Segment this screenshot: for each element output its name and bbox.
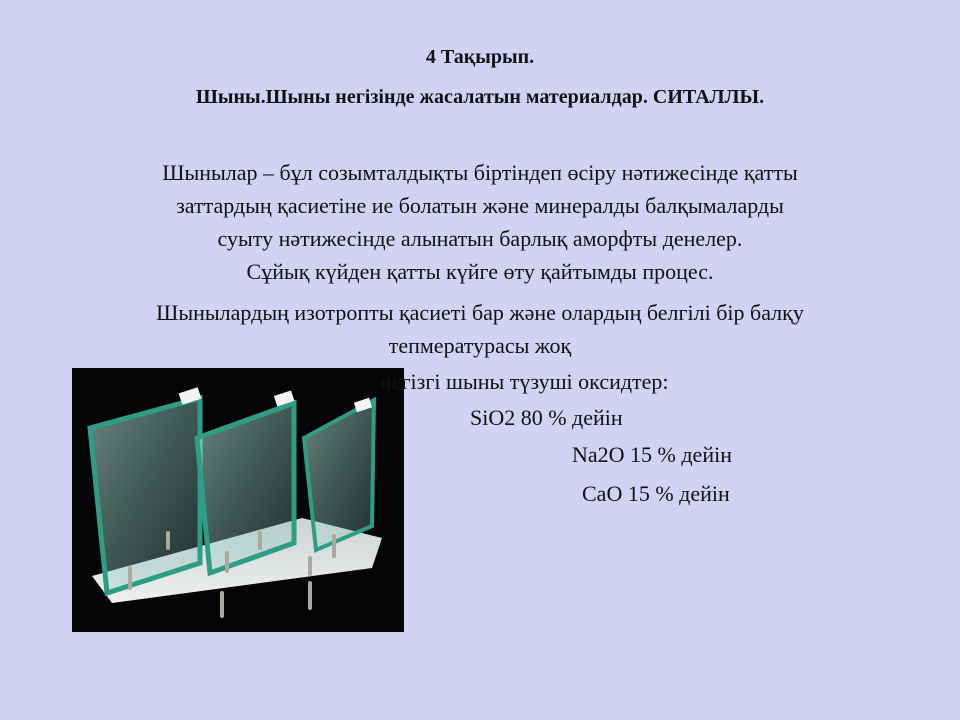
glass-panel-1: [90, 398, 200, 593]
definition-line-1: Шынылар – бұл созымталдықты біртіндеп өсіру нәтижесінде қатты: [162, 160, 798, 185]
glass-panel-2: [197, 403, 294, 573]
oxide-sio2: SiO2 80 % дейін: [470, 405, 623, 430]
glass-panels-illustration: [72, 368, 404, 632]
isotropy-line-2: тепмературасы жоқ: [388, 333, 572, 358]
slide-title: Шыны.Шыны негізінде жасалатын материалдар. СИТАЛЛЫ.: [195, 86, 765, 108]
oxide-cao: CaO 15 % дейін: [582, 481, 730, 506]
reversible-process-text: Сұйық күйден қатты күйге өту қайтымды процес.: [246, 259, 714, 284]
glass-panels-photo: [72, 368, 404, 632]
glass-panel-3: [304, 400, 374, 550]
definition-line-3: суыту нәтижесінде алынатын барлық аморфты денелер.: [217, 226, 743, 251]
oxide-na2o: Na2O 15 % дейін: [572, 442, 732, 467]
slide-title-number: 4 Тақырып.: [425, 46, 535, 68]
isotropy-line-1: Шынылардың изотропты қасиеті бар және олардың белгілі бір балқу: [156, 300, 804, 325]
isotropy-paragraph: [20, 296, 940, 362]
definition-line-2: заттардың қасиетіне ие болатын және минералды балқымаларды: [176, 193, 784, 218]
definition-paragraph: [40, 156, 920, 255]
oxides-intro: негізгі шыны түзуші оксидтер:: [380, 369, 669, 394]
